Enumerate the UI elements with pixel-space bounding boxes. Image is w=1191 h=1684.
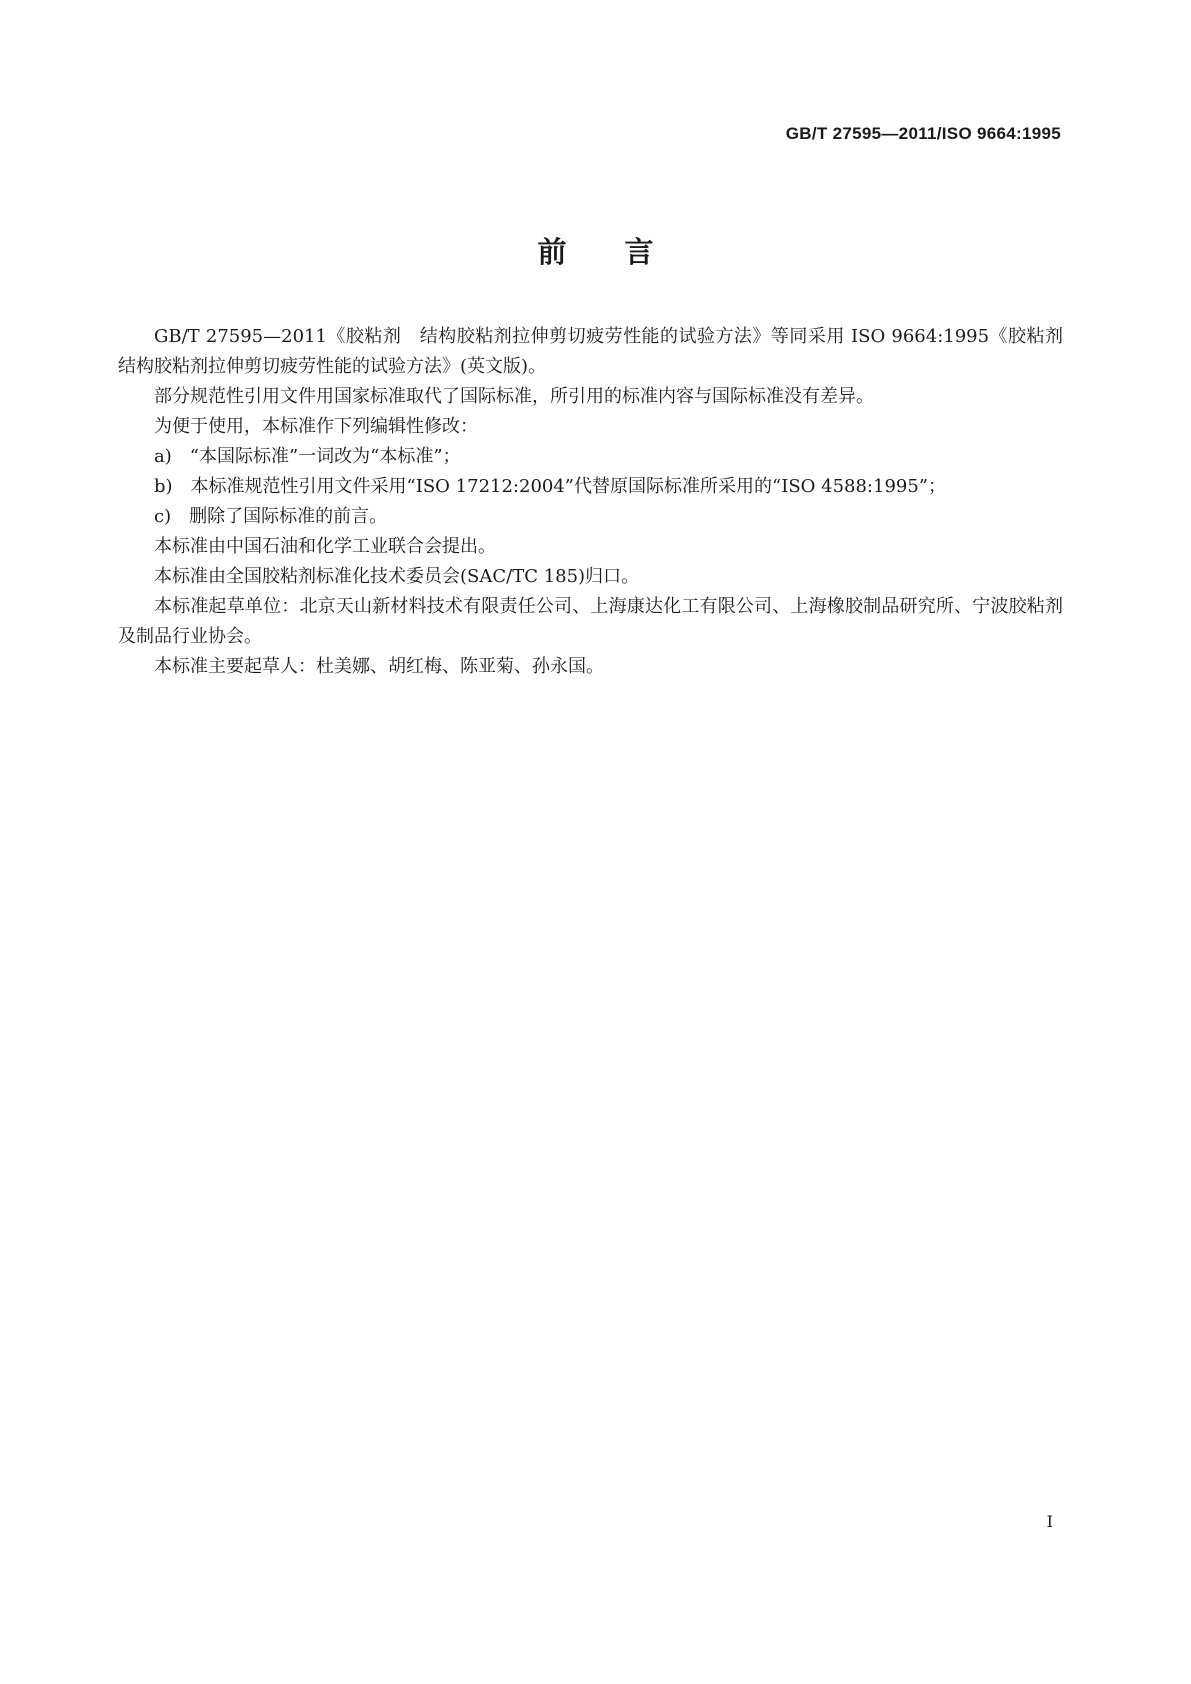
- paragraph-drafting-units: 本标准起草单位：北京天山新材料技术有限责任公司、上海康达化工有限公司、上海橡胶制品研究所、宁波胶粘剂及制品行业协会。: [118, 596, 1063, 647]
- list-item-a: a) “本国际标准”一词改为“本标准”；: [154, 446, 461, 467]
- paragraph-adoption: GB/T 27595—2011《胶粘剂 结构胶粘剂拉伸剪切疲劳性能的试验方法》等同采用 ISO 9664:1995《胶粘剂 结构胶粘剂拉伸剪切疲劳性能的试验方法》(英文版)。: [118, 326, 1081, 377]
- standard-code-header: GB/T 27595—2011/ISO 9664:1995: [785, 124, 1061, 143]
- paragraph-drafters: 本标准主要起草人：杜美娜、胡红梅、陈亚菊、孙永国。: [154, 656, 604, 677]
- paragraph-normative-references: 部分规范性引用文件用国家标准取代了国际标准，所引用的标准内容与国际标准没有差异。: [154, 386, 874, 407]
- foreword-body: [118, 322, 1081, 682]
- list-item-b: b) 本标准规范性引用文件采用“ISO 17212:2004”代替原国际标准所采用的“ISO 4588:1995”；: [154, 476, 947, 497]
- page-title: 前言: [537, 235, 712, 269]
- page-number: I: [1046, 1512, 1053, 1531]
- paragraph-technical-committee: 本标准由全国胶粘剂标准化技术委员会(SAC/TC 185)归口。: [154, 566, 640, 587]
- paragraph-proposed-by: 本标准由中国石油和化学工业联合会提出。: [154, 536, 496, 557]
- list-item-c: c) 删除了国际标准的前言。: [154, 506, 388, 527]
- paragraph-editorial-changes-intro: 为便于使用，本标准作下列编辑性修改：: [154, 416, 478, 437]
